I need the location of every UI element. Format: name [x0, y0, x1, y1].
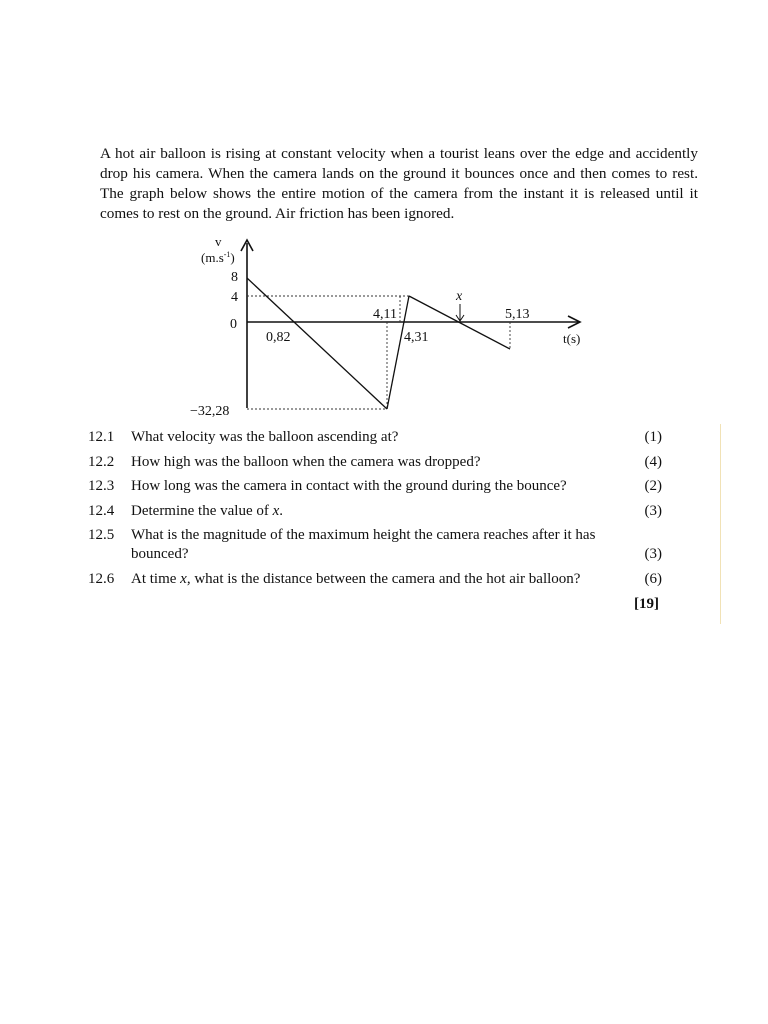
question-variable: x — [180, 570, 187, 587]
t-axis-label: t(s) — [563, 331, 581, 346]
question-marks: (1) — [644, 429, 662, 445]
question-text-before: Determine the value of — [131, 502, 273, 519]
question-12-4 — [88, 502, 668, 521]
question-number: 12.5 — [88, 527, 115, 543]
unit-label-base: (m.s — [201, 250, 224, 265]
question-number: 12.1 — [88, 429, 115, 445]
unit-label-exponent: -1 — [223, 250, 231, 259]
y-tick-0: 0 — [230, 317, 237, 332]
question-text: How long was the camera in contact with the ground during the bounce? — [131, 478, 567, 494]
y-tick-4: 4 — [231, 290, 238, 305]
question-marks: (3) — [644, 502, 662, 519]
point-label-411: 4,11 — [373, 307, 397, 322]
question-text-after: , what is the distance between the camera and the hot air balloon? — [186, 570, 581, 587]
question-marks: (3) — [644, 546, 662, 562]
question-text-after: . — [279, 502, 284, 519]
question-number: 12.6 — [88, 570, 115, 587]
question-12-1 — [88, 428, 668, 447]
point-label-431: 4,31 — [404, 330, 429, 345]
question-text: What velocity was the balloon ascending at? — [131, 429, 399, 445]
v-axis-label: v — [215, 234, 222, 249]
question-12-2 — [88, 453, 668, 472]
question-12-6 — [88, 570, 668, 589]
page-edge-line — [720, 424, 721, 624]
question-variable: x — [272, 502, 280, 519]
question-12-3 — [88, 477, 668, 496]
question-intro: A hot air balloon is rising at constant velocity when a tourist leans over the edge and accidently drop his camera. When the camera lands on the ground it bounces once and then comes to rest. The graph below shows the entire motion of the camera from the instant it is released until it comes to rest on the ground. Air friction has been ignored. — [100, 145, 698, 222]
question-marks: (6) — [644, 570, 662, 587]
question-text-before: At time — [131, 570, 181, 587]
question-text: What is the magnitude of the maximum height the camera reaches after it has bounced? — [131, 527, 596, 562]
point-label-x: x — [456, 289, 463, 304]
unit-label-close: ) — [230, 250, 235, 265]
total-marks: [19] — [634, 596, 659, 612]
y-tick-8: 8 — [231, 270, 238, 285]
question-list — [88, 428, 668, 594]
question-number: 12.4 — [88, 502, 115, 519]
question-12-5 — [88, 526, 668, 564]
y-tick-minus32: −32,28 — [190, 404, 230, 419]
point-label-082: 0,82 — [266, 330, 291, 345]
question-marks: (2) — [644, 478, 662, 494]
question-text: How high was the balloon when the camera was dropped? — [131, 453, 481, 470]
question-number: 12.2 — [88, 453, 115, 470]
question-marks: (4) — [644, 453, 662, 470]
velocity-time-graph — [0, 0, 768, 430]
point-label-513: 5,13 — [505, 307, 530, 322]
question-number: 12.3 — [88, 478, 115, 494]
unit-label — [201, 250, 235, 265]
